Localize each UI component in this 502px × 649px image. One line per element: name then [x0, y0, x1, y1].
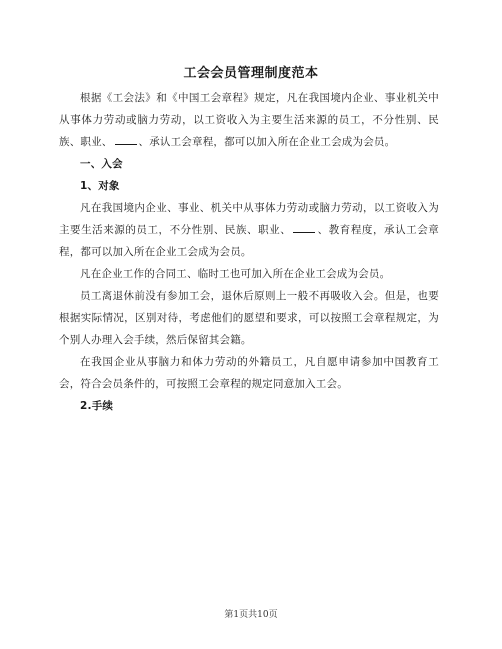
- paragraph-eligibility: [59, 197, 439, 263]
- paragraph-foreign-staff: 在我国企业从事脑力和体力劳动的外籍员工，凡自愿申请参加中国教育工会，符合会员条件的，可按照工会章程的规定同意加入工会。: [59, 356, 439, 390]
- intro-text-part2: 、承认工会章程，都可以加入所在企业工会成为会员。: [138, 136, 396, 148]
- document-title: 工会会员管理制度范本: [183, 66, 319, 81]
- page-number: 第1页共10页: [224, 610, 278, 620]
- fill-in-blank: [115, 134, 137, 145]
- subheading-procedure: 2.手续: [80, 400, 114, 412]
- eligibility-text-part1: 凡在我国境内企业、事业、机关中从事体力劳动或脑力劳动，以工资收入为主要生活来源的员工，不分性别、民族、职业、: [59, 202, 439, 236]
- intro-text-part1: 根据《工会法》和《中国工会章程》规定，凡在我国境内企业、事业机关中从事体力劳动或脑力劳动，以工资收入为主要生活来源的员工，不分性别、民族、职业、: [59, 92, 439, 148]
- paragraph-retirees: 员工离退休前没有参加工会，退休后原则上一般不再吸收入会。但是，也要根据实际情况，区别对待，考虑他们的愿望和要求，可以按照工会章程规定，为个别人办理入会手续，然后保留其会籍。: [59, 290, 439, 346]
- paragraph-contract-workers: 凡在企业工作的合同工、临时工也可加入所在企业工会成为会员。: [80, 268, 391, 280]
- fill-in-blank: [293, 222, 315, 233]
- intro-paragraph: [59, 87, 439, 153]
- section-heading-join: 一、入会: [80, 158, 123, 170]
- subheading-target: 1、对象: [80, 180, 120, 192]
- document-body: [59, 87, 439, 417]
- eligibility-text-part2: 、教育程度，承认工会章程，都可以加入所在企业工会成为会员。: [59, 224, 439, 258]
